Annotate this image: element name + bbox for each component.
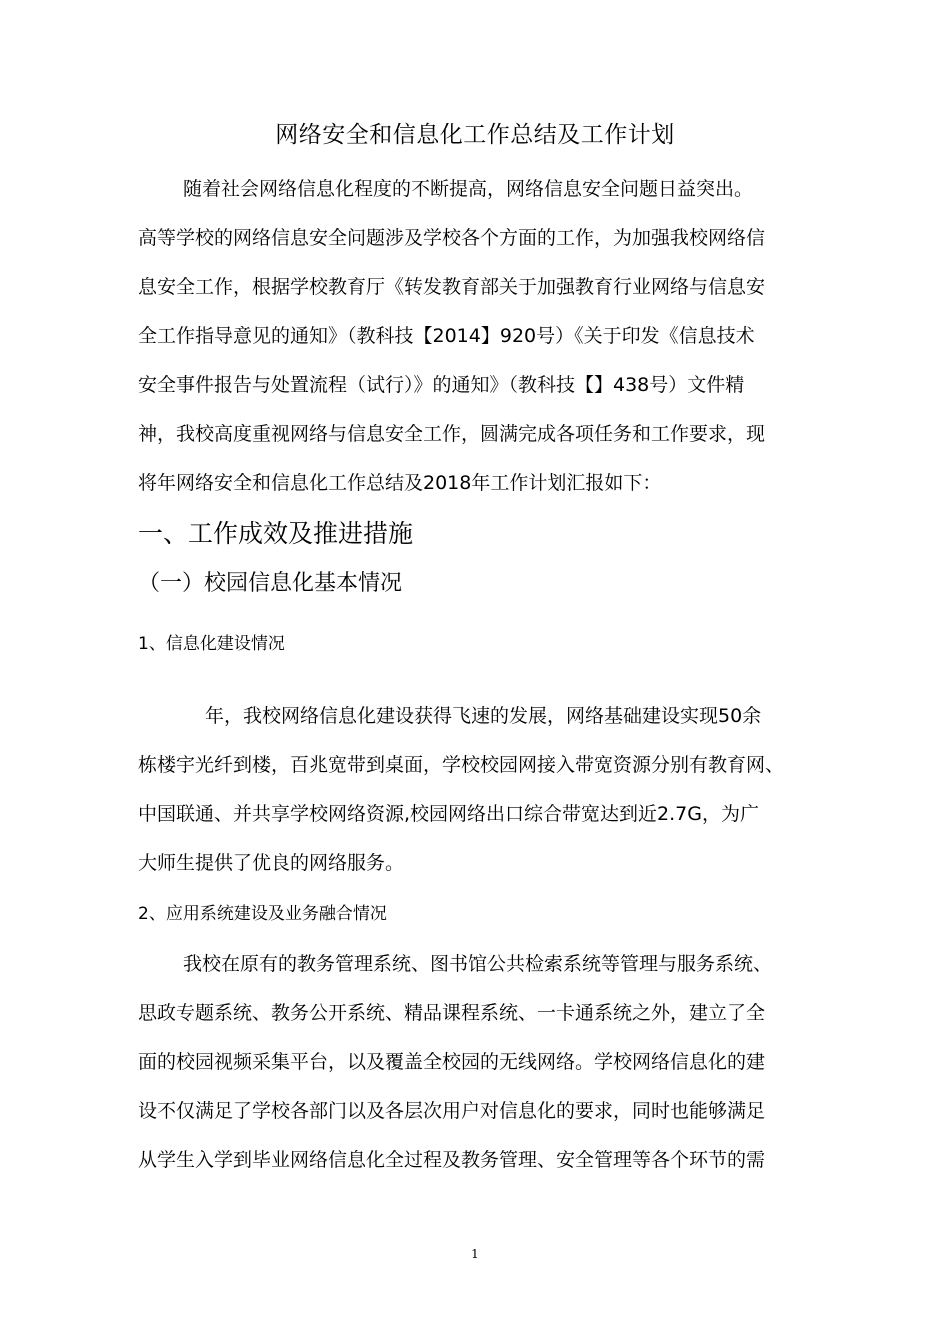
intro-line-1: 随着社会网络信息化程度的不断提高，网络信息安全问题日益突出。 <box>183 178 754 200</box>
item-heading-2: 2、应用系统建设及业务融合情况 <box>138 904 387 924</box>
item-heading-1: 1、信息化建设情况 <box>138 634 285 654</box>
item2-line-4: 设不仅满足了学校各部门以及各层次用户对信息化的要求，同时也能够满足 <box>138 1100 766 1122</box>
item1-line-1: 年，我校网络信息化建设获得飞速的发展，网络基础建设实现50余 <box>205 705 762 727</box>
document-title: 网络安全和信息化工作总结及工作计划 <box>275 122 675 148</box>
intro-line-3: 息安全工作，根据学校教育厅《转发教育部关于加强教育行业网络与信息安 <box>138 276 766 298</box>
subsection-heading: （一）校园信息化基本情况 <box>138 571 403 596</box>
section-heading: 一、工作成效及推进措施 <box>138 519 414 548</box>
item2-line-2: 思政专题系统、教务公开系统、精品课程系统、一卡通系统之外，建立了全 <box>138 1002 766 1024</box>
intro-line-6: 神，我校高度重视网络与信息安全工作，圆满完成各项任务和工作要求，现 <box>138 423 766 445</box>
item2-line-5: 从学生入学到毕业网络信息化全过程及教务管理、安全管理等各个环节的需 <box>138 1149 766 1171</box>
intro-line-2: 高等学校的网络信息安全问题涉及学校各个方面的工作，为加强我校网络信 <box>138 227 766 249</box>
page-number: 1 <box>471 1247 479 1261</box>
item1-line-2: 栋楼宇光纤到楼，百兆宽带到桌面，学校校园网接入带宽资源分别有教育网、 <box>138 754 785 776</box>
intro-line-5: 安全事件报告与处置流程（试行）》的通知》（教科技【】438号）文件精 <box>138 374 745 396</box>
item1-line-3: 中国联通、并共享学校网络资源,校园网络出口综合带宽达到近2.7G，为广 <box>138 803 759 825</box>
item2-line-1: 我校在原有的教务管理系统、图书馆公共检索系统等管理与服务系统、 <box>183 953 773 975</box>
item1-line-4: 大师生提供了优良的网络服务。 <box>138 852 405 874</box>
intro-line-7: 将年网络安全和信息化工作总结及2018年工作计划汇报如下： <box>138 472 662 494</box>
item2-line-3: 面的校园视频采集平台，以及覆盖全校园的无线网络。学校网络信息化的建 <box>138 1051 766 1073</box>
intro-line-4: 全工作指导意见的通知》（教科技【2014】920号）《关于印发《信息技术 <box>138 325 755 347</box>
